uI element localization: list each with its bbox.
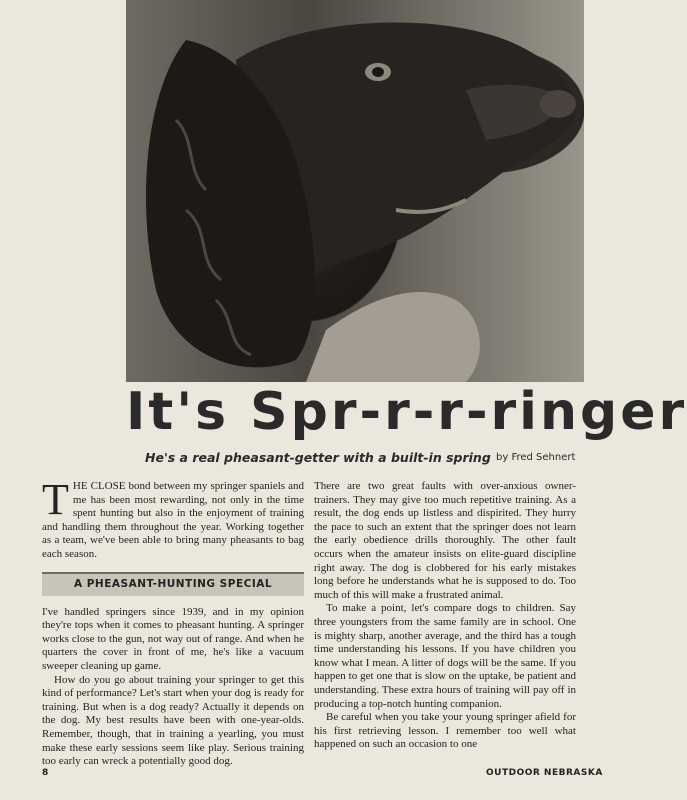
intro-paragraph xyxy=(42,475,304,562)
article-title: It's Spr-r-r-ringer xyxy=(126,382,687,442)
drop-cap: T xyxy=(42,475,69,524)
springer-spaniel-photo xyxy=(126,0,584,382)
right-paragraph-2: To make a point, let's compare dogs to children. Say three youngsters from the same family are in school. One is mighty sharp, another average, and the third has a tough time understanding his lessons. If you have children you know what I mean. A litter of dogs will be the same. If you happen to get one that is slow on the uptake, be patient and understanding. These extra hours of training will pay off in producing a top-notch hunting companion. xyxy=(314,602,576,710)
right-column xyxy=(314,480,576,752)
dog-illustration xyxy=(126,0,584,382)
left-column xyxy=(42,475,304,769)
left-paragraph-2: How do you go about training your springer to get this kind of performance? Let's start when your dog is ready for training. But when is a dog ready? Actually it depends on the dog. My best results have been with one-year-olds. Remember, though, that in training a yearling, you must make these early sessions seem like play. Serious training too early can wreck a potentially good dog. xyxy=(42,673,304,768)
article-byline: by Fred Sehnert xyxy=(496,452,576,463)
section-heading: A PHEASANT-HUNTING SPECIAL xyxy=(42,572,304,596)
page-number: 8 xyxy=(42,768,49,778)
right-paragraph-1: There are two great faults with over-anxious owner-trainers. They may give too much repetitive training. As a result, the dog ends up listless and dispirited. They hurry the pace to such an extent that the springer does not learn the early obedience drills thoroughly. The other fault occurs when the amateur insists on elite-guard discipline right away. The dog is clobbered for his early mistakes long before he understands what he is supposed to do. Too much of this will make a frustrated animal. xyxy=(314,480,576,601)
intro-text: HE CLOSE bond between my springer spaniels and me has been most rewarding, not only in the time spent hunting but also in the enjoyment of training and handling them throughout the year. Working together as a team, we've been able to bring many pheasants to bag each season. xyxy=(42,480,304,560)
left-paragraph-1: I've handled springers since 1939, and in my opinion they're tops when it comes to pheasant hunting. A springer works close to the gun, not way out of range. And when he quarters the cover in front of me, he's like a vacuum sweeper cleaning up game. xyxy=(42,605,304,672)
right-paragraph-3: Be careful when you take your young springer afield for his first retrieving lesson. I remember too well what happened on such an occasion to one xyxy=(314,711,576,751)
magazine-name: OUTDOOR NEBRASKA xyxy=(486,768,603,778)
article-subtitle: He's a real pheasant-getter with a built-in spring xyxy=(145,450,491,465)
